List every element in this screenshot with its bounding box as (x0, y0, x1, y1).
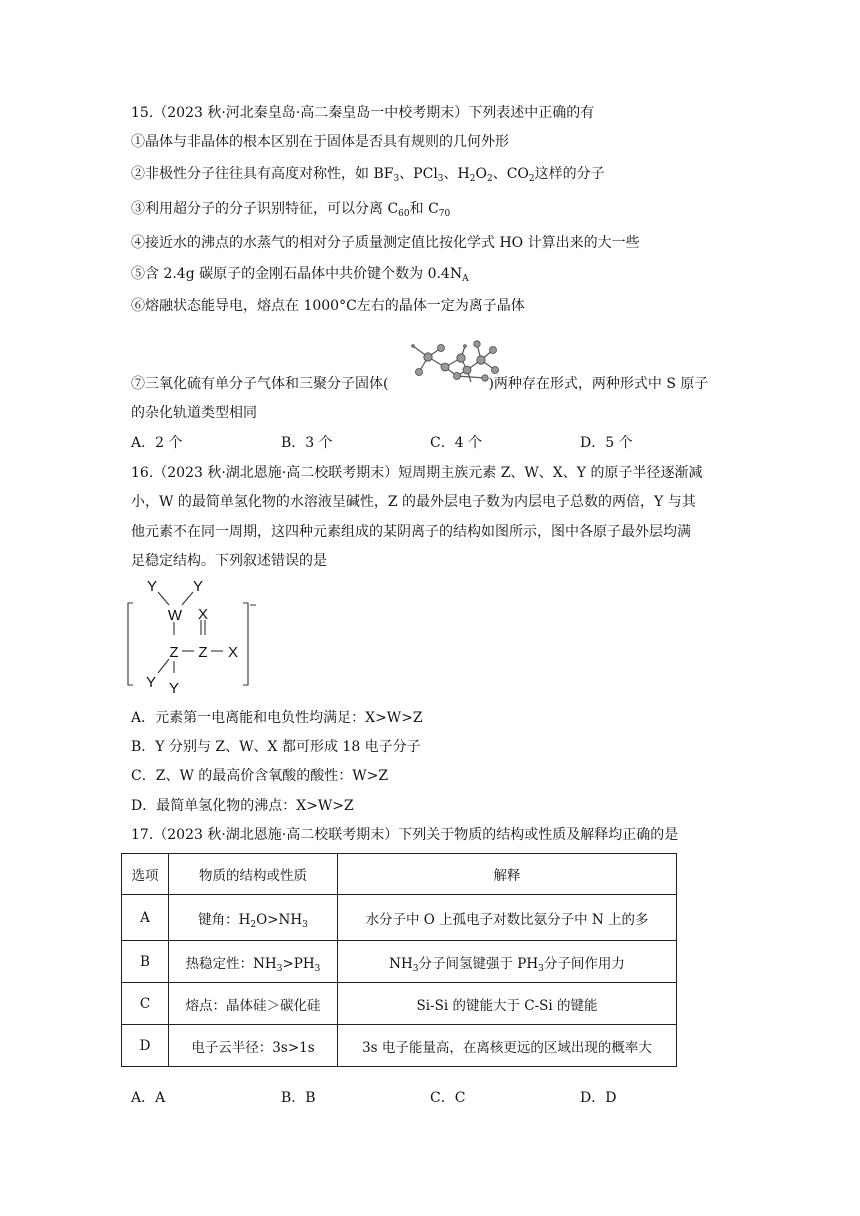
header-property: 物质的结构或性质 (169, 854, 338, 895)
row-property: 键角：$H_2O>NH_3$ (169, 895, 338, 941)
q15-statement-7-cont: 的杂化轨道类型相同 (131, 405, 257, 421)
table-row (122, 895, 677, 941)
row-explanation: 水分子中 O 上孤电子对数比氨分子中 N 上的多 (338, 895, 677, 941)
atom-y: Y (146, 578, 158, 595)
q15-option-b: B．3 个 (281, 435, 333, 451)
row-option: C (122, 983, 169, 1025)
row-property: 热稳定性：$NH_3>PH_3$ (169, 941, 338, 983)
atom-y: Y (145, 674, 157, 691)
atom-z: Z (169, 644, 179, 661)
q16-option-a: A．元素第一电离能和电负性均满足：X>W>Z (131, 710, 423, 726)
q15-statement-4: ④接近水的沸点的水蒸气的相对分子质量测定值比按化学式 HO 计算出来的大一些 (131, 235, 640, 251)
atom-w: W (167, 607, 183, 624)
table-row (122, 941, 677, 983)
row-option: A (122, 895, 169, 941)
q17-stem: 17.（2023 秋·湖北恩施·高二校联考期末）下列关于物质的结构或性质及解释均正确的是 (131, 827, 679, 843)
row-property: 电子云半径：3s>1s (169, 1025, 338, 1067)
row-property: 熔点：晶体硅＞碳化硅 (169, 983, 338, 1025)
atom-x: X (197, 606, 209, 623)
q17-table (121, 853, 677, 1067)
q16-stem-line-4: 足稳定结构。下列叙述错误的是 (131, 553, 327, 569)
q15-statement-5: ⑤含 2.4g 碳原子的金刚石晶体中共价键个数为 $0.4N_A$ (131, 266, 469, 284)
q16-option-d: D．最简单氢化物的沸点：X>W>Z (131, 798, 354, 814)
header-option: 选项 (122, 854, 169, 895)
q17-option-c: C．C (430, 1090, 466, 1106)
table-row (122, 983, 677, 1025)
q16-stem-line-1: 16.（2023 秋·湖北恩施·高二校联考期末）短周期主族元素 Z、W、X、Y 的原子半径逐渐减 (131, 465, 703, 481)
q15-option-a: A．2 个 (131, 435, 183, 451)
atom-y: Y (168, 680, 180, 697)
q15-statement-6: ⑥熔融状态能导电，熔点在 1000°C左右的晶体一定为离子晶体 (131, 298, 525, 314)
q16-stem-line-2: 小，W 的最简单氢化物的水溶液呈碱性，Z 的最外层电子数为内层电子总数的两倍，Y 与其 (131, 494, 696, 510)
charge-sign: − (249, 598, 257, 612)
table-row (122, 1025, 677, 1067)
q17-option-d: D．D (580, 1090, 617, 1106)
q15-statement-3: ③利用超分子的分子识别特征，可以分离 $C_{60}$和 $C_{70}$ (131, 201, 451, 219)
q15-option-d: D．5 个 (580, 435, 633, 451)
q16-stem-line-3: 他元素不在同一周期，这四种元素组成的某阴离子的结构如图所示，图中各原子最外层均满 (131, 524, 691, 540)
table-header-row (122, 854, 677, 895)
q15-statement-7: ⑦三氧化硫有单分子气体和三聚分子固体( )两种存在形式，两种形式中 S 原子 (131, 376, 709, 392)
row-option: D (122, 1025, 169, 1067)
q16-option-c: C．Z、W 的最高价含氧酸的酸性：W>Z (131, 768, 389, 784)
row-option: B (122, 941, 169, 983)
row-explanation: 3s 电子能量高，在离核更远的区域出现的概率大 (338, 1025, 677, 1067)
q16-option-b: B．Y 分别与 Z、W、X 都可形成 18 电子分子 (131, 739, 421, 755)
q17-option-a: A．A (131, 1090, 166, 1106)
anion-structure-diagram (125, 575, 265, 697)
header-explanation: 解释 (338, 854, 677, 895)
q15-statement-1: ①晶体与非晶体的根本区别在于固体是否具有规则的几何外形 (131, 134, 509, 150)
q15-statement-2: ②非极性分子往往具有高度对称性，如 $BF_3$、PCl$_3$、$H_2O_2$、$CO_2$这样的分子 (131, 166, 605, 184)
row-explanation: Si-Si 的键能大于 C-Si 的键能 (338, 983, 677, 1025)
q15-stem: 15.（2023 秋·河北秦皇岛·高二秦皇岛一中校考期末）下列表述中正确的有 (131, 105, 595, 121)
q15-option-c: C．4 个 (430, 435, 483, 451)
atom-y: Y (192, 578, 204, 595)
atom-x: X (227, 644, 239, 661)
atom-z: Z (198, 644, 208, 661)
row-explanation: $NH_3$分子间氢键强于 $PH_3$分子间作用力 (338, 941, 677, 983)
q17-option-b: B．B (281, 1090, 316, 1106)
